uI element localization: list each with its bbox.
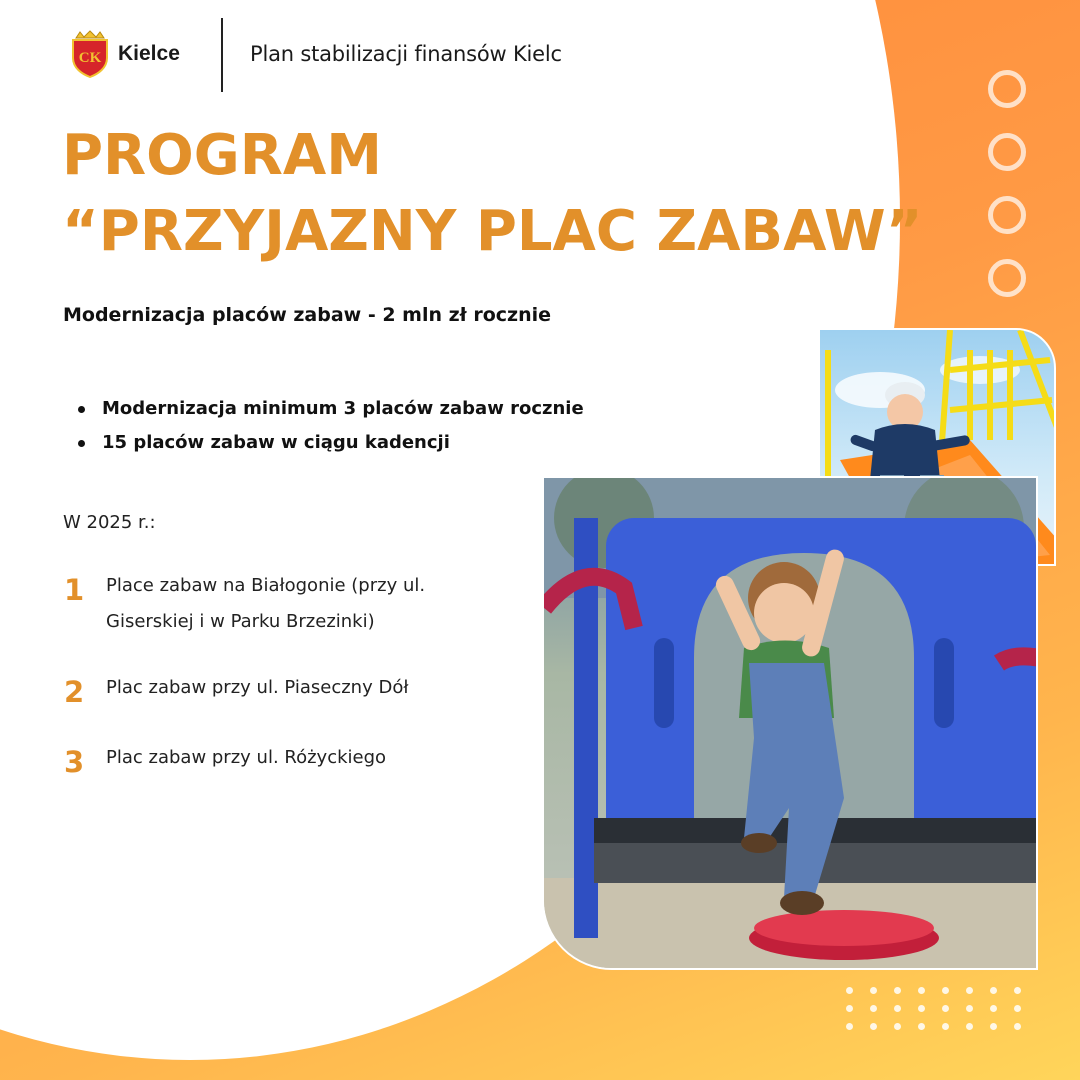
city-logo (70, 30, 180, 78)
item-text-line: Place zabaw na Białogonie (przy ul. (106, 575, 426, 596)
item-number: 3 (64, 745, 85, 779)
city-coat-of-arms-icon (70, 30, 110, 78)
item-text-line: Plac zabaw przy ul. Piaseczny Dół (106, 677, 409, 698)
item-number: 1 (64, 573, 85, 607)
program-title (62, 118, 923, 270)
city-name: Kielce (118, 42, 180, 65)
list-item (64, 740, 386, 780)
program-subtitle: Modernizacja placów zabaw - 2 mln zł rocznie (63, 304, 552, 326)
program-title-line2: “PRZYJAZNY PLAC ZABAW” (62, 199, 923, 264)
photo-child-on-playground (542, 476, 1038, 970)
logo-letters: CK (78, 50, 102, 66)
circle-outline-icon (988, 133, 1026, 171)
decorative-circles (988, 70, 1026, 322)
item-text-line: Plac zabaw przy ul. Różyckiego (106, 747, 387, 768)
item-text (106, 568, 425, 640)
dot-grid-icon (846, 987, 1021, 1030)
list-item (64, 568, 425, 640)
list-item (64, 670, 408, 710)
header-title: Plan stabilizacji finansów Kielc (250, 42, 562, 66)
bullet-item: Modernizacja minimum 3 placów zabaw rocznie (78, 392, 584, 426)
circle-outline-icon (988, 259, 1026, 297)
item-text (106, 670, 408, 710)
item-text-line: Giserskiej i w Parku Brzezinki) (106, 611, 375, 632)
bullet-item: 15 placów zabaw w ciągu kadencji (78, 426, 584, 460)
year-label: W 2025 r.: (63, 512, 156, 533)
header-divider (221, 18, 223, 92)
circle-outline-icon (988, 196, 1026, 234)
item-text (106, 740, 386, 780)
bullet-list (78, 392, 584, 460)
program-title-line1: PROGRAM (62, 123, 382, 188)
circle-outline-icon (988, 70, 1026, 108)
item-number: 2 (64, 675, 85, 709)
